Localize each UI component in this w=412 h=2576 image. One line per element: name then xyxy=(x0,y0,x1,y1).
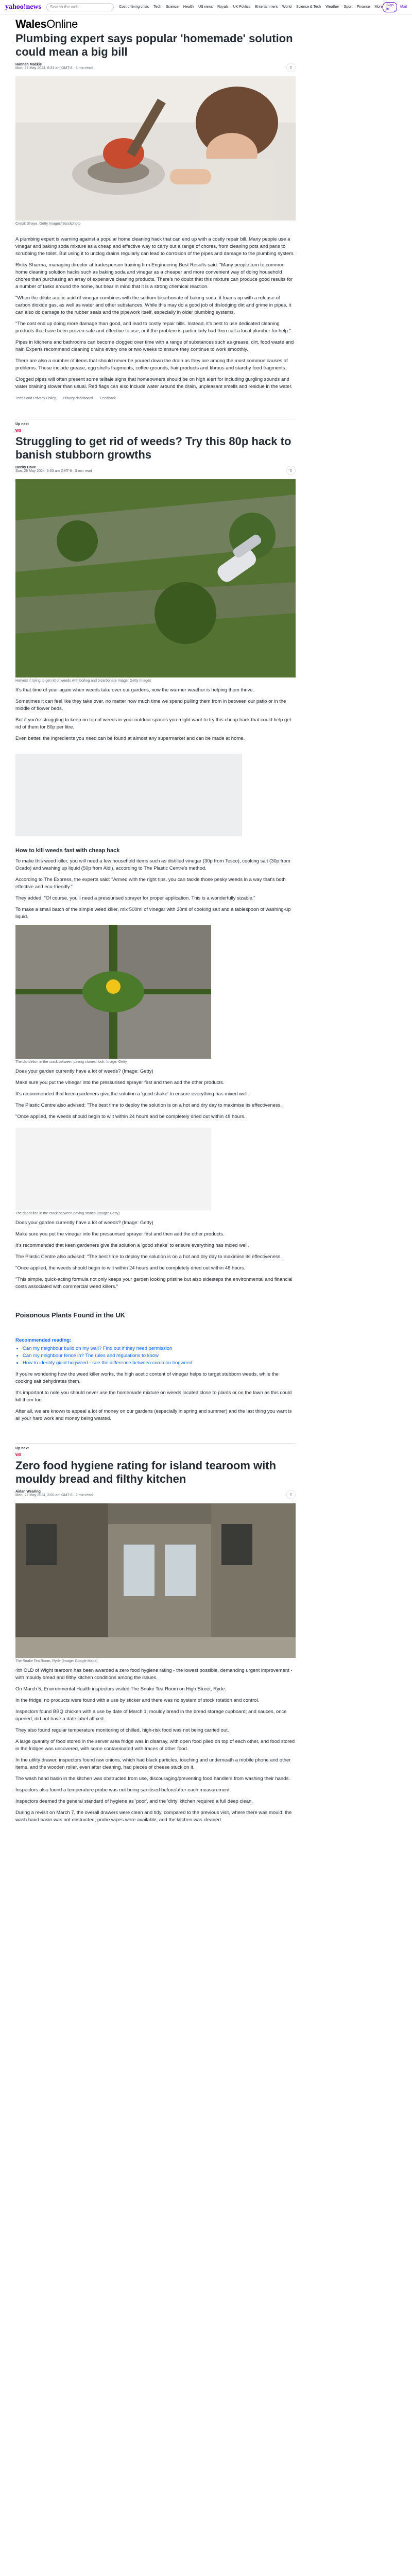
paragraph: "The cost end up doing more damage than good, and lead to costly repair bills. Instead, it's best to use dedicated cleaning products that have been proven safe and effective to use, or if the problem is particularly bad then call a local plumber for help." xyxy=(15,321,291,334)
hero-image xyxy=(15,479,296,677)
dandelion-photo xyxy=(15,925,211,1059)
paragraph: "When the dilute acetic acid of vinegar combines with the sodium bicarbonate of baking soda, it foams up with a release of carbon dioxide gas, as well as water and other substances. While this may do a good job of dislodging dirt and grime in pipes, it can also do damage to the rubber seals and the pipework itself, especially in older plumbing systems. xyxy=(15,295,291,315)
paragraph: Pipes in kitchens and bathrooms can become clogged over time with a range of substances such as grease, dirt, food waste and hair. Experts recommend cleaning drains every one or two weeks to ensure they continue to work smoothly. xyxy=(15,340,294,352)
byline xyxy=(15,63,296,72)
hero-image xyxy=(15,76,296,221)
nav-item[interactable]: Science xyxy=(165,5,179,9)
paragraph: They added: "Of course, you'll need a pressurised sprayer for proper application. This is a wonderfully sizable." xyxy=(15,895,255,901)
author-name[interactable]: Hannah Mackie xyxy=(15,63,42,66)
plumbing-photo xyxy=(15,76,296,221)
paragraph: Inspectors found BBQ chicken with a use by date of March 1; mouldy bread in the bread storage cupboard; and sauces, once opened, did not have a date label affixed. xyxy=(15,1709,287,1722)
top-nav xyxy=(119,5,383,9)
mail-link[interactable]: Mail xyxy=(400,5,407,9)
footer-link[interactable]: Terms and Privacy Policy xyxy=(15,397,56,400)
article-body xyxy=(15,236,296,391)
paragraph: 4th OLD of Wight tearoom has been awarded a zero food hygiene rating - the lowest possible, demanding urgent improvement - with mouldy bread and filthy kitchen conditions among the issues. xyxy=(15,1668,293,1681)
paragraph: On March 5, Environmental Health inspectors visited The Snake Tea Room on High Street, Ryde. xyxy=(15,1686,226,1692)
top-header xyxy=(0,0,412,14)
paragraph: During a revisit on March 7, the overall drawers were clean and tidy, compared to the previous visit, where there was mould; the wash hand basin was not obstructed; probe wipes were available; and the kitchen was cleaned. xyxy=(15,1810,292,1823)
paragraph: To make a small batch of the simple weed killer, mix 500ml of vinegar with 30ml of cooking salt and a tablespoon of washing-up liquid. xyxy=(15,907,291,920)
share-icon[interactable]: ⇪ xyxy=(286,1490,296,1499)
paragraph: It's recommended that keen gardeners give the solution a 'good shake' to ensure everything has mixed well. xyxy=(15,1243,249,1248)
article-body xyxy=(15,687,296,742)
section-heading: How to kill weeds fast with cheap hack xyxy=(15,848,120,854)
image-caption: The dandelion in the crack between paving stones (Image: Getty) xyxy=(15,1212,120,1215)
share-icon[interactable]: ⇪ xyxy=(286,466,296,475)
recommended-link[interactable]: • Can my neighbour build on my wall? Find out if they need permission xyxy=(23,1345,296,1352)
recommended-reading xyxy=(15,1337,296,1367)
paragraph: Clogged pipes will often present some telltale signs that homeowners should be on high alert for including gurgling sounds and water draining slower than usual. Red flags can also include water around the drain, unpleasant smells and residue in the water. xyxy=(15,377,293,389)
byline xyxy=(15,466,296,475)
footer-link[interactable]: Feedback xyxy=(100,397,116,400)
paragraph: It's that time of year again when weeds take over our gardens, now the warmer weather is helping them thrive. xyxy=(15,687,254,693)
paragraph: To make this weed killer, you will need a few household items such as distilled vinegar (30p from Tesco), cooking salt (30p from Ocado) and washing up liquid (50p from Aldi), according to The Plastic Centre's method. xyxy=(15,858,290,871)
paragraph: In the utility drawer, inspectors found raw onions, which had black particles, touching and underneath a mobile phone and other items, and the wooden roller, even after cleaning, had pieces of cheese stuck on it. xyxy=(15,1757,291,1770)
paragraph: They also found regular temperature monitoring of chilled, high-risk food was not being carried out. xyxy=(15,1727,229,1733)
paragraph: According to The Express, the experts said: "Armed with the right tips, you can tackle those pesky weeds in a way that's both effective and eco-friendly." xyxy=(15,877,286,890)
byline xyxy=(15,1490,296,1499)
nav-item[interactable]: More xyxy=(374,5,383,9)
nav-item[interactable]: Weather xyxy=(325,5,339,9)
publish-date: Mon, 27 May 2024, 6:31 am GMT-8 · 3 min read xyxy=(15,66,93,70)
paragraph: Does your garden currently have a lot of weeds? (Image: Getty) xyxy=(15,1220,153,1226)
nav-item[interactable]: Cost of living crisis xyxy=(119,5,149,9)
footer-link[interactable]: Privacy dashboard xyxy=(63,397,93,400)
paragraph: It's important to note you should never use the homemade mixture on weeds located close to plants or on the lawn as this could kill them too. xyxy=(15,1390,292,1403)
yahoo-logo[interactable]: yahoo!news xyxy=(5,3,42,11)
search-input[interactable]: Search the web xyxy=(46,3,114,11)
image-caption: Harvest if trying to get rid of weeds with boiling and bicarbonate Image: Getty Images xyxy=(15,679,151,683)
sign-in-button[interactable]: Sign in xyxy=(383,2,397,12)
paragraph: Inspectors deemed the general standard of hygiene as 'poor', and the 'dirty' kitchen required a full deep clean. xyxy=(15,1799,253,1804)
image-caption: Credit: Shaye, Getty Images/iStockphoto xyxy=(15,222,81,226)
nav-item[interactable]: Finance xyxy=(357,5,370,9)
paragraph: "Once applied, the weeds should begin to wilt within 24 hours and be completely dried out within 48 hours. xyxy=(15,1114,246,1120)
publish-date: Mon, 27 May 2024, 3:00 am GMT-8 · 2 min read xyxy=(15,1494,93,1497)
dandelion-image xyxy=(15,925,211,1059)
section-heading: Poisonous Plants Found in the UK xyxy=(15,1311,126,1319)
publisher-badge: WS xyxy=(15,1453,22,1457)
tearoom-photo xyxy=(15,1503,296,1658)
article-body xyxy=(15,1371,296,1422)
paragraph: A plumbing expert is warning against a popular home cleaning hack that can end up with a costly repair bill. Many people use a vinegar and baking soda mixture as a cheap and effective way to carry out a range of chores, from cleaning pots and pans to scrubbing the toilet. But using it to unclog drains regularly can lead to corrosion of the pipes and damage to the plumbing system. xyxy=(15,236,295,257)
article-title: Zero food hygiene rating for island tearoom with mouldy bread and filthy kitchen xyxy=(15,1459,277,1485)
paragraph: Inspectors also found a temperature probe was not being sanitised before/after each measurement. xyxy=(15,1787,231,1793)
hero-image xyxy=(15,1503,296,1658)
image-caption: The Snake Tea Room, Ryde (Image: Google Maps) xyxy=(15,1659,98,1663)
paragraph: The Plastic Centre also advised: "The best time to deploy the solution is on a hot and dry day to maximise its effectiveness. xyxy=(15,1254,282,1260)
recommended-link[interactable]: • Can my neighbour fence in? The rules and regulations to know xyxy=(23,1352,296,1360)
image-caption: The dandelion in the crack between paving stones, look. Image: Getty xyxy=(15,1060,127,1064)
paragraph: Does your garden currently have a lot of weeds? (Image: Getty) xyxy=(15,1069,153,1074)
author-name[interactable]: Becky Dove xyxy=(15,466,36,469)
nav-item[interactable]: US news xyxy=(198,5,213,9)
nav-item[interactable]: Health xyxy=(183,5,194,9)
recommended-heading: Recommended reading: xyxy=(15,1337,72,1343)
paragraph: The Plastic Centre also advised: "The best time to deploy the solution is on a hot and dry day to maximise its effectiveness. xyxy=(15,1103,282,1108)
article-footer xyxy=(15,397,296,400)
paragraph: "This simple, quick-acting formula not only keeps your garden looking pristine but also sidesteps the environmental and financial costs associated with commercial weed killers." xyxy=(15,1277,293,1290)
nav-item[interactable]: Royals xyxy=(217,5,229,9)
publisher-logo: WalesOnline xyxy=(15,18,78,30)
share-icon[interactable]: ⇪ xyxy=(286,63,296,72)
nav-item[interactable]: Entertainment xyxy=(255,5,278,9)
nav-item[interactable]: Tech xyxy=(153,5,161,9)
up-next-label: Up next xyxy=(15,1447,29,1450)
article-body xyxy=(15,1219,296,1291)
ad-placeholder xyxy=(15,754,242,836)
paragraph: But if you're struggling to keep on top of weeds in your outdoor spaces you might want to try this cheap hack that could help get rid of them for 80p per litre. xyxy=(15,717,291,730)
recommended-link[interactable]: • How to identify giant hogweed - see the difference between common hogweed xyxy=(23,1360,296,1367)
paragraph: There are also a number of items that should never be poured down the drain as they are among the most common causes of problems. These include grease, egg shells fragments, coffee grounds, hair products and fibrous and starchy food fragments. xyxy=(15,358,288,371)
paragraph: If you're wondering how the weed killer works, the high acetic content of vinegar helps to target stubborn weeds, while the cooking salt dehydrates them. xyxy=(15,1371,279,1384)
article-column xyxy=(15,18,296,1824)
nav-item[interactable]: Science & Tech xyxy=(296,5,321,9)
paragraph: "Once applied, the weeds should begin to wilt within 24 hours and be completely dried out within 48 hours. xyxy=(15,1265,246,1271)
paragraph: In the fridge, no products were found with a use by sticker and there was no system of stock rotation and control. xyxy=(15,1698,260,1703)
author-name[interactable]: Aidan Wearing xyxy=(15,1490,41,1494)
article-title: Plumbing expert says popular 'homemade' solution could mean a big bill xyxy=(15,32,293,58)
paragraph: It's recommended that keen gardeners give the solution a 'good shake' to ensure everything has mixed well. xyxy=(15,1091,249,1097)
paragraph: After all, we are known to appeal a lot of money on our gardens (especially in spring and summer) and the last thing you want is all your hard work and money being wasted. xyxy=(15,1409,292,1421)
article-body xyxy=(15,858,296,921)
article-title: Struggling to get rid of weeds? Try this 80p hack to banish stubborn growths xyxy=(15,435,291,461)
article-body xyxy=(15,1667,296,1824)
paragraph: A large quantity of food stored in the server area fridge was in disarray, with open food piled on top of each other, and food stored in the fridges was uncovered, with some contaminated with traces of other food. xyxy=(15,1739,295,1752)
up-next-label: Up next xyxy=(15,422,29,426)
nav-item[interactable]: UK Politics xyxy=(233,5,251,9)
article-body xyxy=(15,1068,296,1121)
publisher-badge: WS xyxy=(15,429,22,433)
paragraph: Even better, the ingredients you need can be found at almost any supermarket and can be made at home. xyxy=(15,736,245,741)
paragraph: Sometimes it can feel like they take over, no matter how much time we spend pulling them from in between our patio or in the middle of flower beds. xyxy=(15,699,286,711)
paragraph: Make sure you put the vinegar into the pressurised sprayer first and then add the other products. xyxy=(15,1231,225,1237)
publish-date: Sun, 26 May 2024, 5:30 am GMT-8 · 3 min read xyxy=(15,469,92,473)
nav-item[interactable]: World xyxy=(282,5,292,9)
weeds-photo xyxy=(15,479,296,677)
paragraph: Ricky Sharma, managing director at tradesperson training firm Engineering Best Results said: "Many people turn to common home cleaning solution hacks such as baking soda and vinegar as a cheaper and more convenient way of doing household chores than purchasing an array of expensive cleaning products. There's no doubt that this mixture can produce good results for a number of tasks around the home, but bear in mind that it is a strong chemical reaction. xyxy=(15,262,293,290)
nav-item[interactable]: Sport xyxy=(344,5,353,9)
paragraph: Make sure you put the vinegar into the pressurised sprayer first and then add the other products. xyxy=(15,1080,225,1086)
ad-placeholder xyxy=(15,1128,211,1210)
paragraph: The wash hand basin in the kitchen was obstructed from use, discouraging/preventing food handlers from washing their hands. xyxy=(15,1776,290,1782)
